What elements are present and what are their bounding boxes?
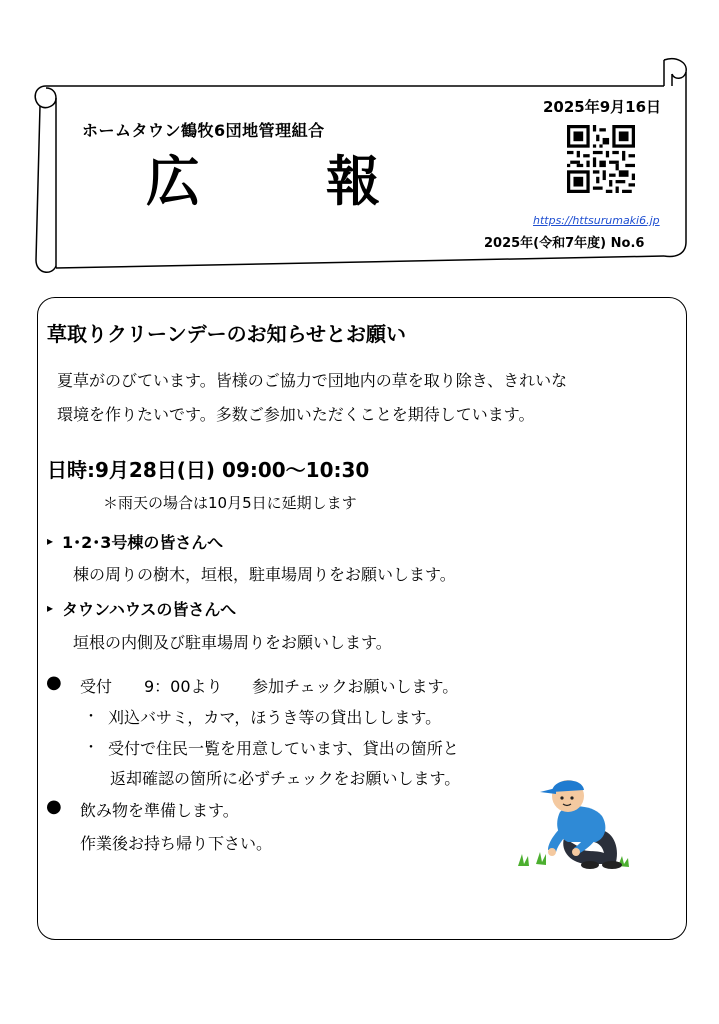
drinks-line-1: 飲み物を準備します。 <box>80 801 239 820</box>
group2-title: タウンハウスの皆さんへ <box>62 600 237 619</box>
reception-text: 参加チェックお願いします。 <box>252 677 459 696</box>
drinks-line-2: 作業後お持ち帰り下さい。 <box>80 834 273 853</box>
reception-time: 9：00より <box>144 677 223 696</box>
event-datetime: 日時:9月28日(日) 09:00～10:30 <box>47 458 370 482</box>
title-char-1: 広 <box>146 150 200 213</box>
notice-heading: 草取りクリーンデーのお知らせとお願い <box>47 322 406 346</box>
reception-label: 受付 <box>80 677 113 696</box>
lending-tools: 刈込バサミ，カマ，ほうき等の貸出しします。 <box>108 708 442 727</box>
qr-code-icon <box>567 125 635 193</box>
title-char-2: 報 <box>326 150 380 213</box>
checklist-line-2: 返却確認の箇所に必ずチェックをお願いします。 <box>110 769 461 788</box>
group2-text: 垣根の内側及び駐車場周りをお願いします。 <box>73 633 392 652</box>
small-dot-icon: ・ <box>84 740 98 756</box>
website-link[interactable]: https://httsurumaki6.jp <box>533 214 660 227</box>
triangle-icon: ▸ <box>47 534 54 548</box>
group1-title: 1･2･3号棟の皆さんへ <box>62 533 224 552</box>
intro-line-2: 環境を作りたいです。多数ご参加いただくことを期待しています。 <box>57 405 535 424</box>
intro-line-1: 夏草がのびています。皆様のご協力で団地内の草を取り除き、きれいな <box>57 371 568 390</box>
gardener-weeding-illustration <box>512 768 638 874</box>
rain-note: ＊雨天の場合は10月5日に延期します <box>103 494 357 512</box>
issue-date: 2025年9月16日 <box>543 98 662 116</box>
checklist-line-1: 受付で住民一覧を用意しています、貸出の箇所と <box>108 739 459 758</box>
issue-number: 2025年(令和7年度) No.6 <box>484 236 645 251</box>
triangle-icon: ▸ <box>47 601 54 615</box>
group1-text: 棟の周りの樹木，垣根，駐車場周りをお願いします。 <box>73 565 456 584</box>
bullet-icon: ● <box>46 796 62 817</box>
organization-name: ホームタウン鶴牧6団地管理組合 <box>82 121 325 140</box>
bullet-icon: ● <box>46 672 62 693</box>
small-dot-icon: ・ <box>84 709 98 725</box>
